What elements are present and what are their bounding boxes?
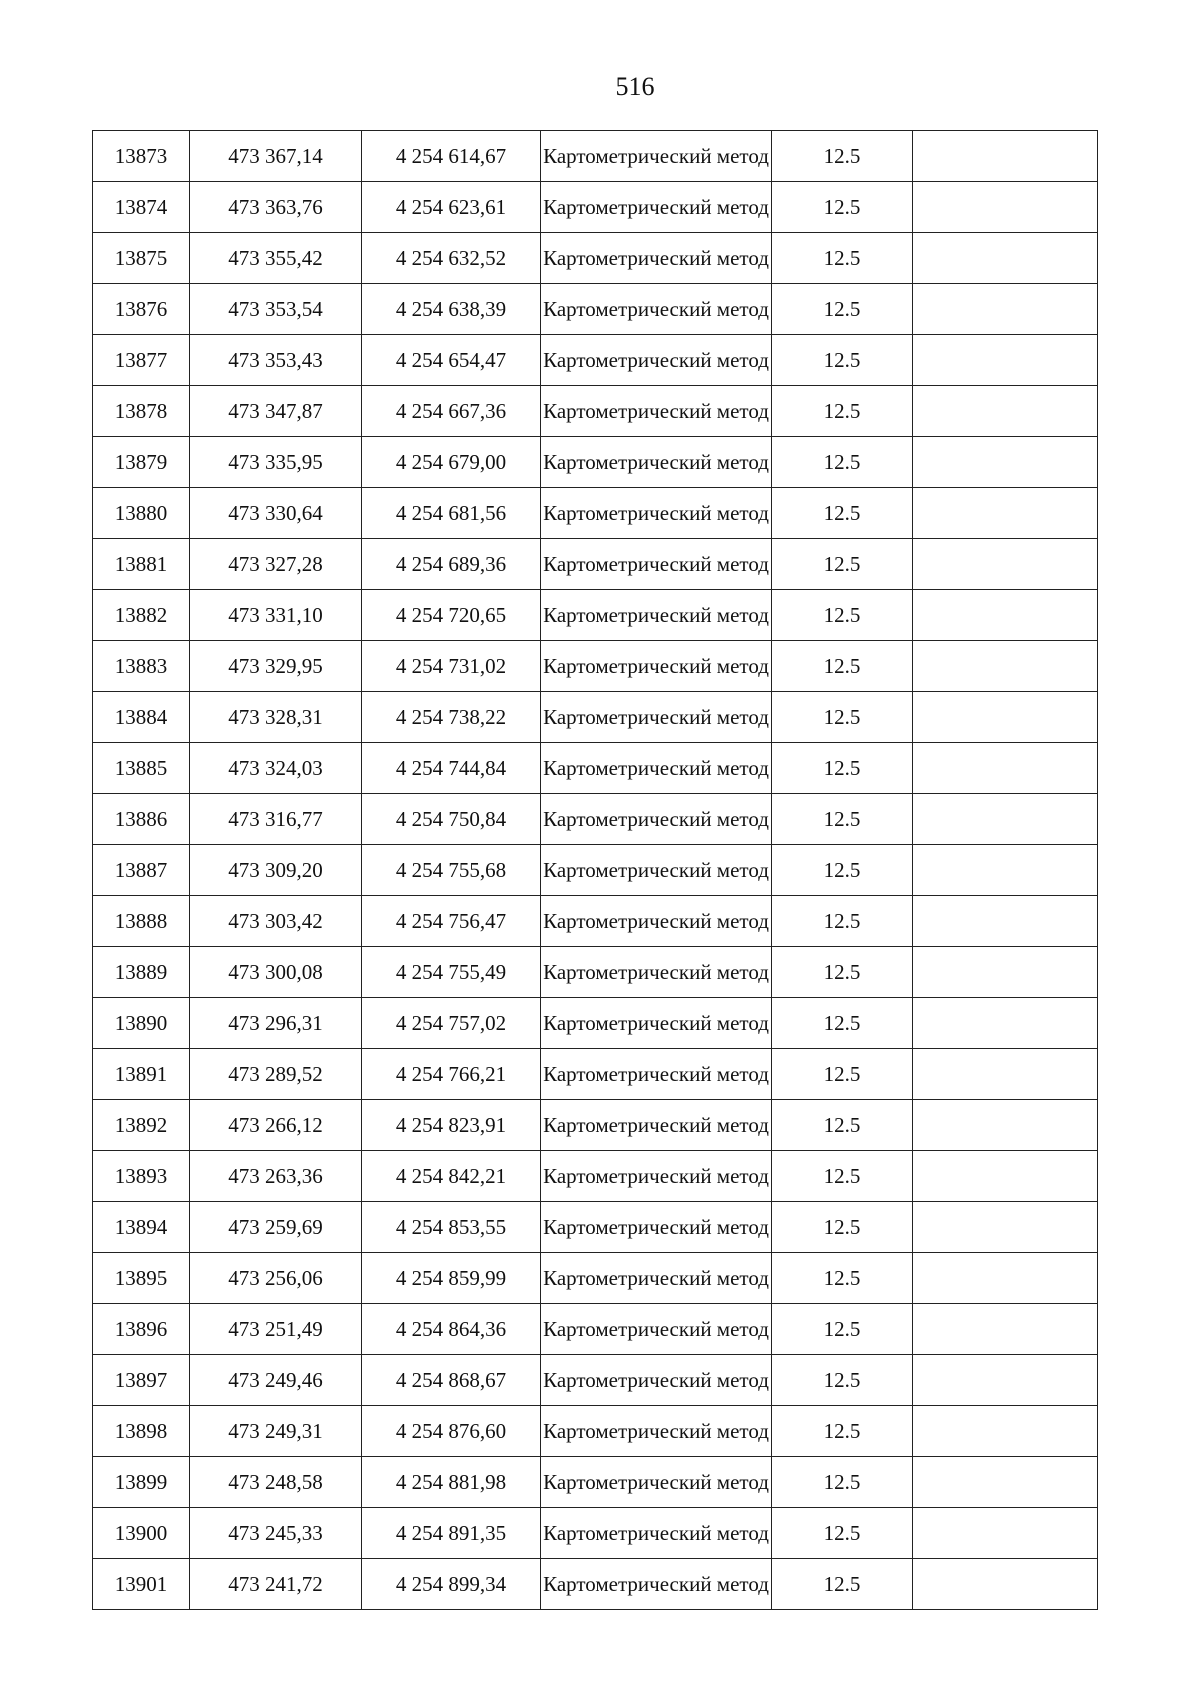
x-coordinate-cell: 473 289,52	[190, 1049, 362, 1100]
table-row	[93, 1457, 1098, 1508]
point-id-cell: 13882	[93, 590, 190, 641]
table-row	[93, 743, 1098, 794]
accuracy-cell: 12.5	[772, 488, 913, 539]
method-cell: Картометрический метод	[541, 437, 772, 488]
x-coordinate-cell: 473 328,31	[190, 692, 362, 743]
note-cell	[913, 233, 1098, 284]
y-coordinate-cell: 4 254 899,34	[362, 1559, 541, 1610]
table-row	[93, 1406, 1098, 1457]
accuracy-cell: 12.5	[772, 1457, 913, 1508]
accuracy-cell: 12.5	[772, 182, 913, 233]
y-coordinate-cell: 4 254 823,91	[362, 1100, 541, 1151]
note-cell	[913, 335, 1098, 386]
table-row	[93, 947, 1098, 998]
x-coordinate-cell: 473 329,95	[190, 641, 362, 692]
accuracy-cell: 12.5	[772, 1406, 913, 1457]
note-cell	[913, 1559, 1098, 1610]
x-coordinate-cell: 473 249,31	[190, 1406, 362, 1457]
note-cell	[913, 947, 1098, 998]
table-row	[93, 488, 1098, 539]
table-row	[93, 794, 1098, 845]
note-cell	[913, 590, 1098, 641]
page-number: 516	[615, 72, 655, 101]
table-row	[93, 896, 1098, 947]
x-coordinate-cell: 473 241,72	[190, 1559, 362, 1610]
note-cell	[913, 845, 1098, 896]
accuracy-cell: 12.5	[772, 284, 913, 335]
table-row	[93, 692, 1098, 743]
table-row	[93, 1151, 1098, 1202]
point-id-cell: 13894	[93, 1202, 190, 1253]
y-coordinate-cell: 4 254 755,49	[362, 947, 541, 998]
x-coordinate-cell: 473 353,43	[190, 335, 362, 386]
method-cell: Картометрический метод	[541, 1457, 772, 1508]
y-coordinate-cell: 4 254 891,35	[362, 1508, 541, 1559]
method-cell: Картометрический метод	[541, 131, 772, 182]
note-cell	[913, 1100, 1098, 1151]
accuracy-cell: 12.5	[772, 1202, 913, 1253]
accuracy-cell: 12.5	[772, 1100, 913, 1151]
point-id-cell: 13900	[93, 1508, 190, 1559]
point-id-cell: 13891	[93, 1049, 190, 1100]
y-coordinate-cell: 4 254 738,22	[362, 692, 541, 743]
point-id-cell: 13899	[93, 1457, 190, 1508]
table-row	[93, 233, 1098, 284]
method-cell: Картометрический метод	[541, 743, 772, 794]
accuracy-cell: 12.5	[772, 1559, 913, 1610]
note-cell	[913, 1151, 1098, 1202]
y-coordinate-cell: 4 254 864,36	[362, 1304, 541, 1355]
note-cell	[913, 1355, 1098, 1406]
method-cell: Картометрический метод	[541, 1151, 772, 1202]
x-coordinate-cell: 473 335,95	[190, 437, 362, 488]
accuracy-cell: 12.5	[772, 1355, 913, 1406]
y-coordinate-cell: 4 254 654,47	[362, 335, 541, 386]
accuracy-cell: 12.5	[772, 437, 913, 488]
accuracy-cell: 12.5	[772, 539, 913, 590]
point-id-cell: 13898	[93, 1406, 190, 1457]
note-cell	[913, 1508, 1098, 1559]
y-coordinate-cell: 4 254 720,65	[362, 590, 541, 641]
method-cell: Картометрический метод	[541, 590, 772, 641]
table-row	[93, 1049, 1098, 1100]
table-body	[93, 131, 1098, 1610]
y-coordinate-cell: 4 254 881,98	[362, 1457, 541, 1508]
point-id-cell: 13893	[93, 1151, 190, 1202]
point-id-cell: 13897	[93, 1355, 190, 1406]
accuracy-cell: 12.5	[772, 692, 913, 743]
note-cell	[913, 1253, 1098, 1304]
accuracy-cell: 12.5	[772, 1049, 913, 1100]
point-id-cell: 13901	[93, 1559, 190, 1610]
note-cell	[913, 539, 1098, 590]
y-coordinate-cell: 4 254 853,55	[362, 1202, 541, 1253]
x-coordinate-cell: 473 296,31	[190, 998, 362, 1049]
table-row	[93, 1508, 1098, 1559]
method-cell: Картометрический метод	[541, 1049, 772, 1100]
point-id-cell: 13884	[93, 692, 190, 743]
y-coordinate-cell: 4 254 859,99	[362, 1253, 541, 1304]
point-id-cell: 13878	[93, 386, 190, 437]
x-coordinate-cell: 473 309,20	[190, 845, 362, 896]
x-coordinate-cell: 473 248,58	[190, 1457, 362, 1508]
table-row	[93, 1100, 1098, 1151]
note-cell	[913, 998, 1098, 1049]
note-cell	[913, 488, 1098, 539]
x-coordinate-cell: 473 300,08	[190, 947, 362, 998]
table-row	[93, 998, 1098, 1049]
y-coordinate-cell: 4 254 614,67	[362, 131, 541, 182]
x-coordinate-cell: 473 327,28	[190, 539, 362, 590]
table-row	[93, 1304, 1098, 1355]
method-cell: Картометрический метод	[541, 1202, 772, 1253]
y-coordinate-cell: 4 254 876,60	[362, 1406, 541, 1457]
point-id-cell: 13881	[93, 539, 190, 590]
table-row	[93, 641, 1098, 692]
accuracy-cell: 12.5	[772, 1151, 913, 1202]
point-id-cell: 13876	[93, 284, 190, 335]
note-cell	[913, 1406, 1098, 1457]
method-cell: Картометрический метод	[541, 1559, 772, 1610]
y-coordinate-cell: 4 254 766,21	[362, 1049, 541, 1100]
x-coordinate-cell: 473 251,49	[190, 1304, 362, 1355]
note-cell	[913, 437, 1098, 488]
note-cell	[913, 1202, 1098, 1253]
point-id-cell: 13896	[93, 1304, 190, 1355]
accuracy-cell: 12.5	[772, 1508, 913, 1559]
method-cell: Картометрический метод	[541, 947, 772, 998]
table-row	[93, 437, 1098, 488]
point-id-cell: 13874	[93, 182, 190, 233]
point-id-cell: 13892	[93, 1100, 190, 1151]
accuracy-cell: 12.5	[772, 386, 913, 437]
point-id-cell: 13886	[93, 794, 190, 845]
accuracy-cell: 12.5	[772, 1304, 913, 1355]
method-cell: Картометрический метод	[541, 794, 772, 845]
point-id-cell: 13885	[93, 743, 190, 794]
method-cell: Картометрический метод	[541, 539, 772, 590]
method-cell: Картометрический метод	[541, 284, 772, 335]
point-id-cell: 13880	[93, 488, 190, 539]
table-row	[93, 539, 1098, 590]
table-row	[93, 845, 1098, 896]
x-coordinate-cell: 473 266,12	[190, 1100, 362, 1151]
y-coordinate-cell: 4 254 755,68	[362, 845, 541, 896]
method-cell: Картометрический метод	[541, 845, 772, 896]
x-coordinate-cell: 473 363,76	[190, 182, 362, 233]
x-coordinate-cell: 473 263,36	[190, 1151, 362, 1202]
table-row	[93, 386, 1098, 437]
y-coordinate-cell: 4 254 689,36	[362, 539, 541, 590]
x-coordinate-cell: 473 331,10	[190, 590, 362, 641]
point-id-cell: 13873	[93, 131, 190, 182]
method-cell: Картометрический метод	[541, 692, 772, 743]
x-coordinate-cell: 473 367,14	[190, 131, 362, 182]
method-cell: Картометрический метод	[541, 641, 772, 692]
note-cell	[913, 1049, 1098, 1100]
note-cell	[913, 1457, 1098, 1508]
point-id-cell: 13883	[93, 641, 190, 692]
y-coordinate-cell: 4 254 868,67	[362, 1355, 541, 1406]
note-cell	[913, 794, 1098, 845]
accuracy-cell: 12.5	[772, 641, 913, 692]
accuracy-cell: 12.5	[772, 590, 913, 641]
table-row	[93, 1559, 1098, 1610]
table-row	[93, 1202, 1098, 1253]
note-cell	[913, 131, 1098, 182]
method-cell: Картометрический метод	[541, 1100, 772, 1151]
table-row	[93, 1355, 1098, 1406]
x-coordinate-cell: 473 245,33	[190, 1508, 362, 1559]
table-row	[93, 590, 1098, 641]
accuracy-cell: 12.5	[772, 1253, 913, 1304]
y-coordinate-cell: 4 254 667,36	[362, 386, 541, 437]
point-id-cell: 13890	[93, 998, 190, 1049]
note-cell	[913, 641, 1098, 692]
table-row	[93, 284, 1098, 335]
x-coordinate-cell: 473 316,77	[190, 794, 362, 845]
y-coordinate-cell: 4 254 842,21	[362, 1151, 541, 1202]
y-coordinate-cell: 4 254 638,39	[362, 284, 541, 335]
point-id-cell: 13887	[93, 845, 190, 896]
point-id-cell: 13877	[93, 335, 190, 386]
note-cell	[913, 284, 1098, 335]
method-cell: Картометрический метод	[541, 233, 772, 284]
method-cell: Картометрический метод	[541, 182, 772, 233]
y-coordinate-cell: 4 254 744,84	[362, 743, 541, 794]
y-coordinate-cell: 4 254 756,47	[362, 896, 541, 947]
coordinates-table	[92, 130, 1098, 1610]
note-cell	[913, 692, 1098, 743]
table-row	[93, 335, 1098, 386]
method-cell: Картометрический метод	[541, 1355, 772, 1406]
y-coordinate-cell: 4 254 750,84	[362, 794, 541, 845]
note-cell	[913, 182, 1098, 233]
accuracy-cell: 12.5	[772, 743, 913, 794]
point-id-cell: 13875	[93, 233, 190, 284]
y-coordinate-cell: 4 254 679,00	[362, 437, 541, 488]
note-cell	[913, 896, 1098, 947]
x-coordinate-cell: 473 324,03	[190, 743, 362, 794]
method-cell: Картометрический метод	[541, 1508, 772, 1559]
accuracy-cell: 12.5	[772, 233, 913, 284]
method-cell: Картометрический метод	[541, 896, 772, 947]
accuracy-cell: 12.5	[772, 794, 913, 845]
method-cell: Картометрический метод	[541, 1406, 772, 1457]
table-row	[93, 131, 1098, 182]
accuracy-cell: 12.5	[772, 335, 913, 386]
table-row	[93, 182, 1098, 233]
y-coordinate-cell: 4 254 623,61	[362, 182, 541, 233]
x-coordinate-cell: 473 353,54	[190, 284, 362, 335]
note-cell	[913, 1304, 1098, 1355]
accuracy-cell: 12.5	[772, 998, 913, 1049]
method-cell: Картометрический метод	[541, 488, 772, 539]
method-cell: Картометрический метод	[541, 1304, 772, 1355]
method-cell: Картометрический метод	[541, 386, 772, 437]
x-coordinate-cell: 473 355,42	[190, 233, 362, 284]
note-cell	[913, 743, 1098, 794]
table-row	[93, 1253, 1098, 1304]
accuracy-cell: 12.5	[772, 896, 913, 947]
method-cell: Картометрический метод	[541, 335, 772, 386]
x-coordinate-cell: 473 256,06	[190, 1253, 362, 1304]
accuracy-cell: 12.5	[772, 947, 913, 998]
note-cell	[913, 386, 1098, 437]
y-coordinate-cell: 4 254 731,02	[362, 641, 541, 692]
point-id-cell: 13879	[93, 437, 190, 488]
y-coordinate-cell: 4 254 681,56	[362, 488, 541, 539]
point-id-cell: 13895	[93, 1253, 190, 1304]
x-coordinate-cell: 473 249,46	[190, 1355, 362, 1406]
x-coordinate-cell: 473 303,42	[190, 896, 362, 947]
x-coordinate-cell: 473 330,64	[190, 488, 362, 539]
method-cell: Картометрический метод	[541, 1253, 772, 1304]
x-coordinate-cell: 473 347,87	[190, 386, 362, 437]
method-cell: Картометрический метод	[541, 998, 772, 1049]
y-coordinate-cell: 4 254 757,02	[362, 998, 541, 1049]
y-coordinate-cell: 4 254 632,52	[362, 233, 541, 284]
point-id-cell: 13888	[93, 896, 190, 947]
accuracy-cell: 12.5	[772, 131, 913, 182]
point-id-cell: 13889	[93, 947, 190, 998]
x-coordinate-cell: 473 259,69	[190, 1202, 362, 1253]
accuracy-cell: 12.5	[772, 845, 913, 896]
